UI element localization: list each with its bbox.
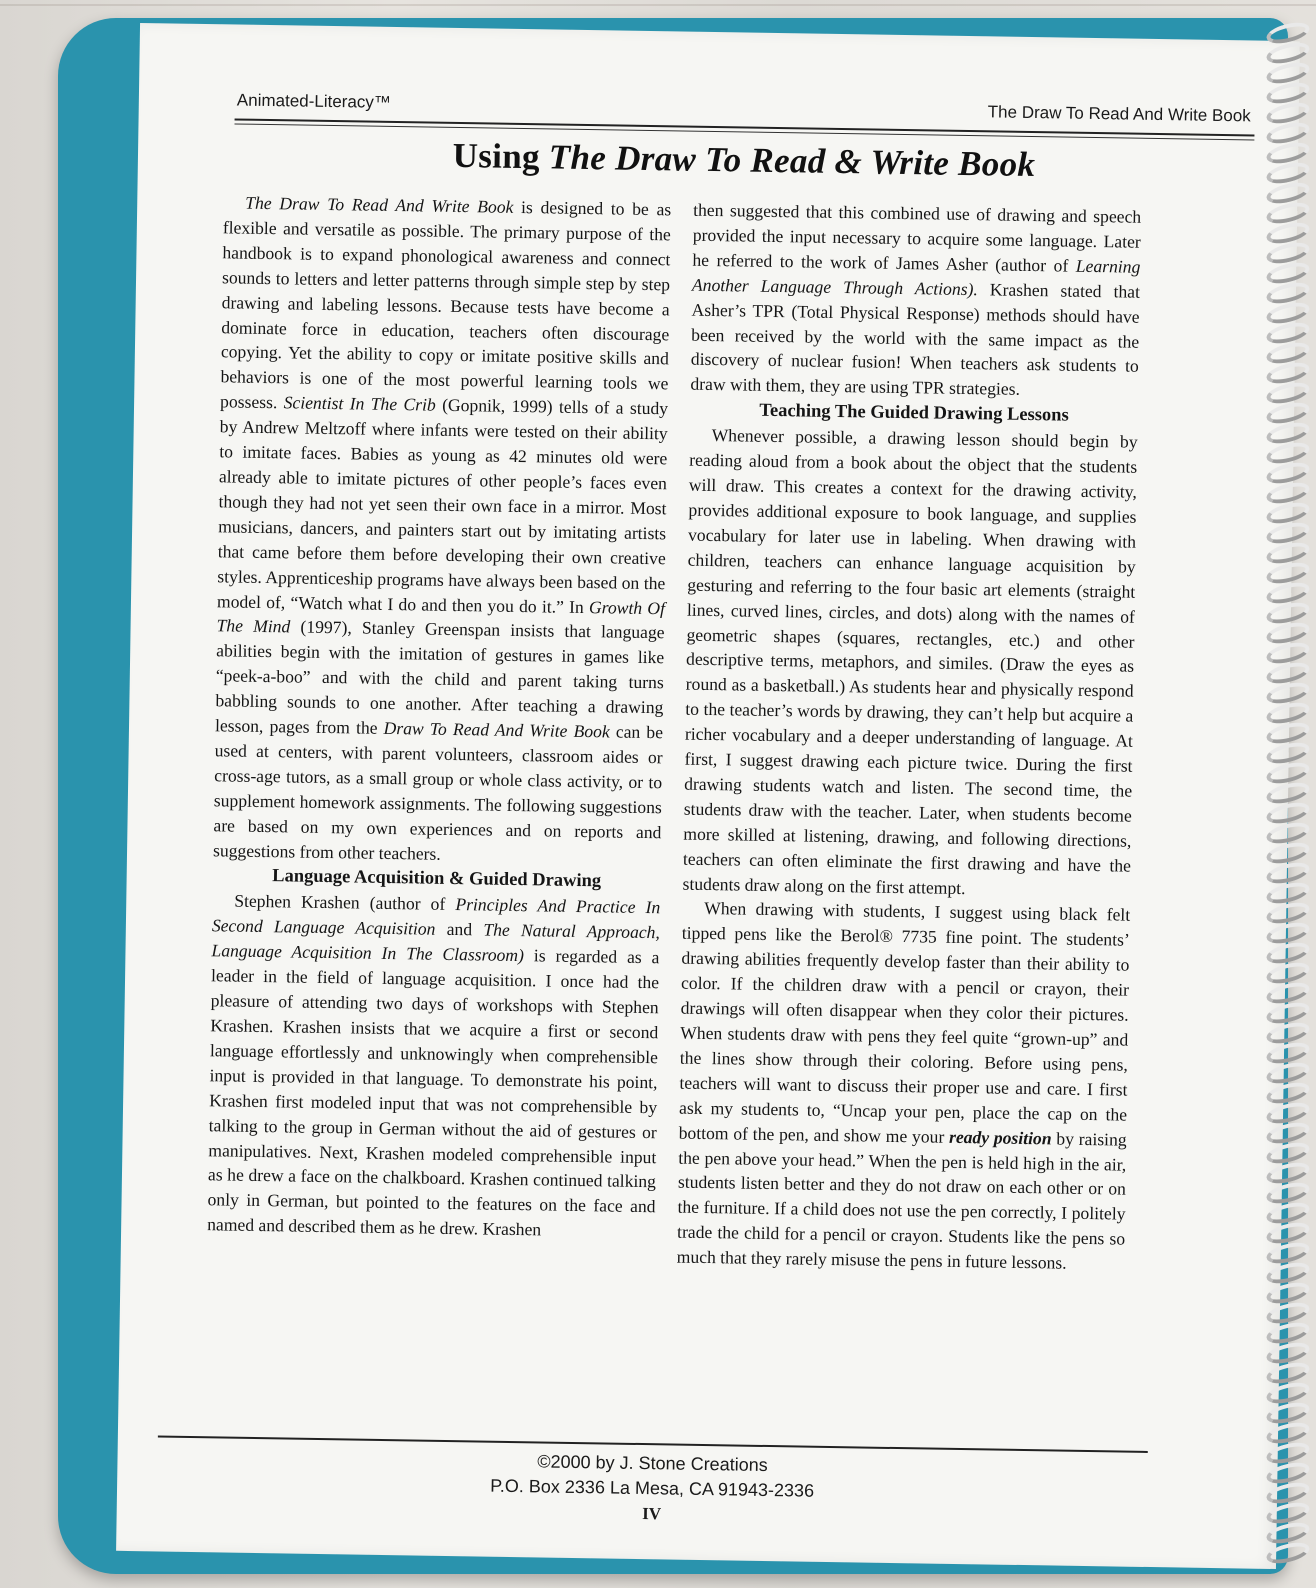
section-heading: Teaching The Guided Drawing Lessons <box>759 401 1069 426</box>
running-header <box>235 90 1255 136</box>
page-footer <box>157 1443 1148 1534</box>
book-page <box>116 23 1300 1569</box>
paragraph: then suggested that this combined use of drawing and speech provided the input necessary to acquire some language. Later he referred to the work of James Asher (author of Learning Another Language Through Actions). Krashen stated that Asher’s TPR (Total Physical Response) methods should have been received by the world with the same impact as the discovery of nuclear fusion! When teachers ask students to draw with them, they are using TPR strategies. <box>690 199 1142 400</box>
spiral-binding <box>1260 24 1316 1574</box>
paragraph: When drawing with students, I suggest using black felt tipped pens like the Berol® 7735 fine point. The students’ drawing abilities frequently develop faster than their ability to color. If the children draw with a pencil or crayon, their drawings will often disappear when they color their pictures. When students draw with pens they feel quite “grown-up” and the lines show through their coloring. Before using pens, teachers will want to discuss their proper use and care. I first ask my students to, “Uncap your pen, place the cap on the bottom of the pen, and show me your ready position by raising the pen above your head.” When the pen is held high in the air, students listen better and they do not draw on each other or on the furniture. If a child does not use the pen correctly, I politely trade the child for a pencil or crayon. Students like the pens so much that they rarely misuse the pens in future lessons. <box>676 898 1131 1273</box>
left-column <box>207 190 671 1244</box>
page-number: IV <box>642 1504 662 1524</box>
header-left: Animated-Literacy™ <box>236 90 392 112</box>
paragraph: Stephen Krashen (author of Principles And Practice In Second Language Acquisition and The Natural Approach, Language Acquisition In The Classroom) is regarded as a leader in the field of language acquisition. I once had the pleasure of attending two days of workshops with Stephen Krashen. Krashen insists that we acquire a first or second language effortlessly and unknowingly when comprehensible input is provided in that language. To demonstrate his point, Krashen first modeled input that was not comprehensible by talking to the group in German without the aid of gestures or manipulatives. Next, Krashen modeled comprehensible input as he drew a face on the chalkboard. Krashen continued talking only in German, but pointed to the features on the face and named and described them as he drew. Krashen <box>207 891 661 1240</box>
paragraph: The Draw To Read And Write Book is designed to be as flexible and versatile as possible. The primary purpose of the handbook is to expand phonological awareness and connect sounds to letters and letter patterns through simple step by step drawing and labeling lessons. Because tests have become a dominate force in education, teachers often discourage copying. Yet the ability to copy or imitate positive skills and behaviors is one of the most powerful learning tools we possess. Scientist In The Crib (Gopnik, 1999) tells of a study by Andrew Meltzoff where infants were tested on their ability to imitate faces. Babies as young as 42 minutes old were already able to imitate pictures of other people’s faces even though they had not yet seen their own face in a mirror. Most musicians, dancers, and painters start out by imitating artists that came before them before developing their own creative styles. Apprenticeship programs have always been based on the model of, “Watch what I do and then you do it.” In Growth Of The Mind (1997), Stanley Greenspan insists that language abilities begin with the imitation of gestures in games like “peek-a-boo” and with the child and parent taking turns babbling sounds to one another. After teaching a drawing lesson, pages from the Draw To Read And Write Book can be used at centers, with parent volunteers, classroom aides or cross-age tutors, as a small group or whole class activity, or to supplement homework assignments. The following suggestions are based on my own experiences and on reports and suggestions from other teachers. <box>212 192 672 864</box>
copyright-line: ©2000 by J. Stone Creations <box>537 1451 768 1476</box>
paragraph: Whenever possible, a drawing lesson should begin by reading aloud from a book about the object that the students will draw. This creates a context for the drawing activity, provides additional exposure to book language, and supplies vocabulary for later use in labeling. When drawing with children, teachers can enhance language acquisition by gesturing and referring to the four basic art elements (straight lines, curved lines, circles, and dots) along with the names of geometric shapes (squares, rectangles, etc.) and other descriptive terms, metaphors, and similes. (Draw the eyes as round as a basketball.) As students hear and physically respond to the teacher’s words by drawing, they can’t help but acquire a richer vocabulary and a deeper understanding of language. At first, I suggest drawing each picture twice. During the first drawing students watch and listen. The second time, the students draw with the teacher. Later, when students become more skilled at listening, drawing, and following directions, teachers can often eliminate the first drawing and have the students draw along on the first attempt. <box>682 425 1138 898</box>
right-column <box>677 198 1142 1277</box>
address-line: P.O. Box 2336 La Mesa, CA 91943-2336 <box>490 1475 815 1501</box>
header-right: The Draw To Read And Write Book <box>987 102 1251 126</box>
page-title: Using The Draw To Read & Write Book <box>452 135 1036 185</box>
section-heading: Language Acquisition & Guided Drawing <box>272 866 602 892</box>
spiral-coil <box>1264 1539 1311 1567</box>
